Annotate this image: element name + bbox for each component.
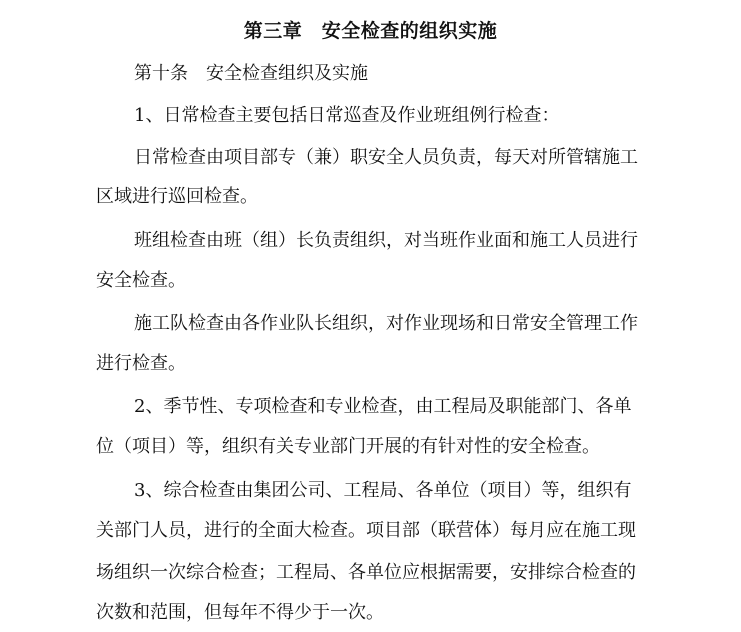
paragraph-5-line-2: 位（项目）等，组织有关专业部门开展的有针对性的安全检查。 xyxy=(96,436,600,457)
paragraph-1-line-1: 1、日常检查主要包括日常巡查及作业班组例行检查： xyxy=(134,105,560,126)
paragraph-5-line-1: 2、季节性、专项检查和专业检查，由工程局及职能部门、各单 xyxy=(134,396,632,417)
paragraph-6-line-2: 关部门人员，进行的全面大检查。项目部（联营体）每月应在施工现 xyxy=(96,520,636,541)
paragraph-4-line-2: 进行检查。 xyxy=(96,353,186,374)
paragraph-3-line-1: 班组检查由班（组）长负责组织，对当班作业面和施工人员进行 xyxy=(134,230,638,251)
paragraph-2-line-2: 区域进行巡回检查。 xyxy=(96,186,258,207)
paragraph-6-line-4: 次数和范围，但每年不得少于一次。 xyxy=(96,602,384,623)
paragraph-6-line-1: 3、综合检查由集团公司、工程局、各单位（项目）等，组织有 xyxy=(134,480,632,501)
paragraph-3-line-2: 安全检查。 xyxy=(96,270,186,291)
paragraph-6-line-3: 场组织一次综合检查；工程局、各单位应根据需要，安排综合检查的 xyxy=(96,562,636,583)
article-heading: 第十条 安全检查组织及实施 xyxy=(134,63,368,84)
paragraph-4-line-1: 施工队检查由各作业队长组织，对作业现场和日常安全管理工作 xyxy=(134,313,638,334)
chapter-title: 第三章 安全检查的组织实施 xyxy=(243,20,498,42)
paragraph-2-line-1: 日常检查由项目部专（兼）职安全人员负责，每天对所管辖施工 xyxy=(134,147,638,168)
